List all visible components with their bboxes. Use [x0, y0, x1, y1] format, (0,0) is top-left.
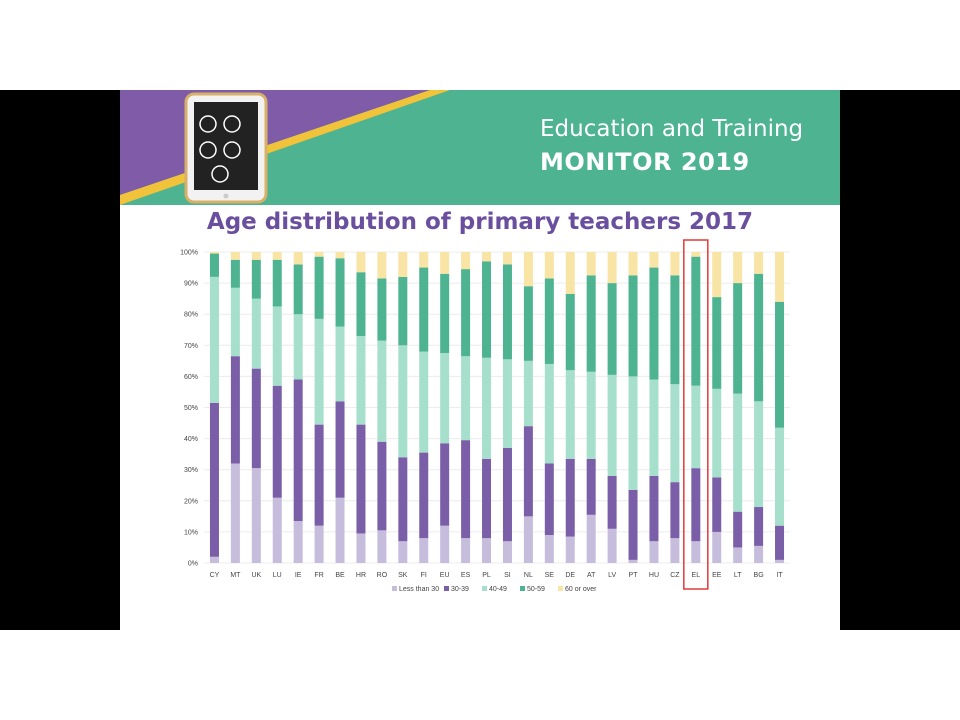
bar-segment-fr-3: [315, 257, 324, 319]
x-tick-label: EE: [712, 572, 722, 579]
bar-segment-sk-0: [398, 541, 407, 563]
bar-segment-be-2: [336, 327, 345, 402]
bar-segment-ee-3: [712, 297, 721, 389]
bar-segment-nl-4: [524, 252, 533, 286]
chart-title: Age distribution of primary teachers 2017: [206, 209, 754, 235]
legend-swatch: [444, 586, 449, 591]
bar-segment-lt-1: [733, 512, 742, 548]
x-tick-label: EU: [439, 572, 450, 579]
bar-segment-fi-4: [419, 252, 428, 268]
bar-segment-ee-2: [712, 389, 721, 478]
x-tick-label: LT: [733, 572, 742, 579]
x-tick-label: MT: [230, 572, 241, 579]
bar-segment-pt-4: [629, 252, 638, 275]
slide: [120, 90, 840, 630]
y-tick-label: 100%: [180, 249, 198, 257]
x-tick-label: RO: [376, 572, 388, 579]
bar-segment-cz-3: [670, 275, 679, 384]
bar-segment-es-2: [461, 356, 470, 440]
bar-segment-si-3: [503, 264, 512, 359]
bar-segment-sk-1: [398, 457, 407, 541]
bar-segment-lv-0: [608, 529, 617, 563]
x-tick-label: BE: [335, 572, 345, 579]
bar-segment-nl-1: [524, 426, 533, 516]
bar-segment-pt-0: [629, 560, 638, 563]
bar-segment-hr-0: [356, 533, 365, 563]
banner-subtitle: MONITOR 2019: [540, 148, 750, 176]
bar-segment-pt-1: [629, 490, 638, 560]
bar-segment-at-2: [587, 372, 596, 459]
chart-legend: [392, 586, 597, 593]
bar-segment-uk-1: [252, 369, 261, 469]
bar-segment-uk-0: [252, 468, 261, 563]
x-tick-label: PL: [482, 572, 491, 579]
x-tick-label: DE: [565, 572, 576, 579]
bar-segment-mt-2: [231, 288, 240, 356]
bar-segment-at-3: [587, 275, 596, 371]
bar-segment-nl-3: [524, 286, 533, 361]
bar-segment-lv-3: [608, 283, 617, 375]
bar-segment-it-4: [775, 252, 784, 302]
x-tick-label: LV: [608, 572, 617, 579]
bar-segment-ro-0: [377, 530, 386, 563]
y-tick-label: 20%: [183, 498, 198, 506]
bar-segment-ee-4: [712, 252, 721, 297]
bar-segment-cy-1: [210, 403, 219, 557]
bar-segment-bg-1: [754, 507, 763, 546]
bar-segment-mt-3: [231, 260, 240, 288]
bar-segment-ie-3: [294, 264, 303, 314]
bar-segment-at-0: [587, 515, 596, 563]
x-tick-label: FI: [420, 572, 427, 579]
legend-label: 40-49: [489, 586, 507, 593]
bar-segment-at-1: [587, 459, 596, 515]
bar-segment-bg-2: [754, 401, 763, 507]
bar-segment-at-4: [587, 252, 596, 275]
bar-segment-eu-1: [440, 443, 449, 525]
bar-segment-hr-2: [356, 336, 365, 425]
x-tick-label: SI: [504, 572, 511, 579]
bar-segment-fr-2: [315, 319, 324, 425]
bar-segment-uk-3: [252, 260, 261, 299]
y-tick-label: 60%: [183, 373, 198, 381]
bar-segment-ie-4: [294, 252, 303, 264]
bar-segment-eu-3: [440, 274, 449, 353]
x-tick-label: CZ: [670, 572, 680, 579]
x-tick-label: FR: [314, 572, 324, 579]
legend-swatch: [392, 586, 397, 591]
bar-segment-lt-4: [733, 252, 742, 283]
bar-segment-se-4: [545, 252, 554, 278]
bar-segment-es-3: [461, 269, 470, 356]
bar-segment-eu-2: [440, 353, 449, 443]
bar-segment-be-4: [336, 252, 345, 258]
bar-segment-bg-4: [754, 252, 763, 274]
bar-segment-fi-1: [419, 453, 428, 539]
y-tick-label: 0%: [187, 560, 198, 568]
y-tick-label: 30%: [183, 467, 198, 475]
bar-segment-fr-1: [315, 425, 324, 526]
bar-segment-el-1: [691, 468, 700, 541]
bar-segment-be-3: [336, 258, 345, 326]
bar-segment-uk-4: [252, 252, 261, 260]
bar-segment-de-2: [566, 370, 575, 459]
bar-segment-lt-0: [733, 547, 742, 563]
bar-segment-el-2: [691, 386, 700, 468]
x-axis-labels: [210, 572, 784, 579]
bar-segment-lt-3: [733, 283, 742, 393]
bar-segment-lv-2: [608, 375, 617, 476]
bar-segment-cy-4: [210, 252, 219, 254]
x-tick-label: HR: [355, 572, 367, 579]
x-tick-label: EL: [691, 572, 701, 579]
bar-segment-hu-2: [649, 380, 658, 476]
legend-label: 60 or over: [565, 586, 597, 593]
bar-segment-it-1: [775, 526, 784, 560]
bar-segment-sk-4: [398, 252, 407, 277]
bar-segment-lu-0: [273, 498, 282, 563]
bar-segment-bg-3: [754, 274, 763, 402]
bar-segment-fi-0: [419, 538, 428, 563]
bar-segment-fr-0: [315, 526, 324, 563]
bar-segment-lt-2: [733, 394, 742, 512]
bar-segment-cz-2: [670, 384, 679, 482]
bar-segment-se-1: [545, 463, 554, 535]
bar-segment-ie-0: [294, 521, 303, 563]
x-tick-label: PT: [628, 572, 638, 579]
x-tick-label: HU: [648, 572, 660, 579]
bar-segment-ie-2: [294, 314, 303, 379]
x-tick-label: IT: [776, 572, 783, 579]
y-axis-labels: [180, 250, 198, 568]
bar-segment-cy-0: [210, 557, 219, 563]
bar-segment-se-2: [545, 364, 554, 464]
y-tick-label: 80%: [183, 311, 198, 319]
x-tick-label: NL: [523, 572, 533, 579]
bar-segment-mt-1: [231, 356, 240, 463]
bar-segment-cz-0: [670, 538, 679, 563]
x-tick-label: IE: [294, 572, 302, 579]
legend-label: 30-39: [451, 586, 469, 593]
bar-segment-de-0: [566, 537, 575, 563]
bar-segment-el-4: [691, 252, 700, 257]
bar-segment-lv-4: [608, 252, 617, 283]
bar-segment-si-1: [503, 448, 512, 541]
x-tick-label: CY: [209, 572, 220, 579]
bar-segment-bg-0: [754, 546, 763, 563]
bar-segment-lu-1: [273, 386, 282, 498]
bar-segment-es-0: [461, 538, 470, 563]
bar-segment-pl-0: [482, 538, 491, 563]
bar-segment-el-3: [691, 257, 700, 386]
bar-segment-mt-0: [231, 463, 240, 563]
legend-label: 50-59: [527, 586, 545, 593]
legend-label: Less than 30: [399, 586, 440, 593]
bar-segment-fi-2: [419, 352, 428, 453]
bar-segment-hu-3: [649, 268, 658, 380]
bar-segment-fi-3: [419, 268, 428, 352]
bar-segment-lu-2: [273, 306, 282, 385]
bar-segment-si-2: [503, 359, 512, 448]
bar-segment-be-0: [336, 498, 345, 563]
bar-segment-pl-3: [482, 261, 491, 357]
y-tick-label: 40%: [183, 436, 198, 444]
bar-segment-ro-1: [377, 442, 386, 531]
bar-segment-fr-4: [315, 252, 324, 257]
bar-segment-si-0: [503, 541, 512, 563]
bar-segment-hr-4: [356, 252, 365, 272]
bar-segment-cz-1: [670, 482, 679, 538]
bar-segment-ro-4: [377, 252, 386, 278]
bar-segment-pl-2: [482, 358, 491, 459]
bar-segment-cy-2: [210, 277, 219, 403]
bar-segment-ie-1: [294, 380, 303, 522]
bar-segment-hu-4: [649, 252, 658, 268]
y-tick-label: 70%: [183, 342, 198, 350]
bar-segment-es-1: [461, 440, 470, 538]
bar-segment-it-2: [775, 428, 784, 526]
bar-segment-de-3: [566, 294, 575, 370]
legend-swatch: [520, 586, 525, 591]
bar-segment-lu-3: [273, 260, 282, 307]
bar-segment-hu-0: [649, 541, 658, 563]
bar-segment-ee-0: [712, 532, 721, 563]
x-tick-label: UK: [251, 572, 262, 579]
bar-segment-nl-2: [524, 361, 533, 426]
banner-title: Education and Training: [540, 116, 804, 142]
bar-segment-lv-1: [608, 476, 617, 529]
legend-swatch: [558, 586, 563, 591]
bar-segment-it-0: [775, 560, 784, 563]
bar-segment-de-1: [566, 459, 575, 537]
bar-segment-se-3: [545, 278, 554, 364]
bar-segment-pl-1: [482, 459, 491, 538]
bar-segment-hr-3: [356, 272, 365, 336]
bar-segment-be-1: [336, 401, 345, 497]
bar-segment-mt-4: [231, 252, 240, 260]
bar-segment-se-0: [545, 535, 554, 563]
x-tick-label: ES: [460, 572, 471, 579]
x-tick-label: AT: [586, 572, 596, 579]
bar-segment-eu-4: [440, 252, 449, 274]
bar-segment-nl-0: [524, 516, 533, 563]
bar-segment-sk-2: [398, 345, 407, 457]
x-tick-label: LU: [272, 572, 282, 579]
y-tick-label: 50%: [183, 405, 198, 412]
y-tick-label: 90%: [183, 280, 198, 288]
bar-segment-eu-0: [440, 526, 449, 563]
x-tick-label: SK: [398, 572, 408, 579]
bar-segment-it-3: [775, 302, 784, 428]
bar-segment-ee-1: [712, 477, 721, 531]
bar-segment-pl-4: [482, 252, 491, 261]
bar-segment-el-0: [691, 541, 700, 563]
bar-segment-de-4: [566, 252, 575, 294]
bar-segment-hu-1: [649, 476, 658, 541]
legend-swatch: [482, 586, 487, 591]
bar-segment-ro-3: [377, 278, 386, 340]
bar-segment-pt-2: [629, 376, 638, 490]
bar-segment-ro-2: [377, 341, 386, 442]
stacked-bar-chart: [120, 90, 840, 630]
x-tick-label: SE: [544, 572, 554, 579]
x-tick-label: BG: [753, 572, 764, 579]
bar-segment-cz-4: [670, 252, 679, 275]
bar-segment-lu-4: [273, 252, 282, 260]
bar-segment-cy-3: [210, 254, 219, 277]
bar-segment-hr-1: [356, 425, 365, 534]
bar-segment-es-4: [461, 252, 470, 269]
bar-segment-pt-3: [629, 275, 638, 376]
chart-grid: [204, 252, 790, 563]
bar-segment-si-4: [503, 252, 512, 264]
bar-segment-uk-2: [252, 299, 261, 369]
y-tick-label: 10%: [183, 529, 198, 537]
bar-segment-sk-3: [398, 277, 407, 345]
